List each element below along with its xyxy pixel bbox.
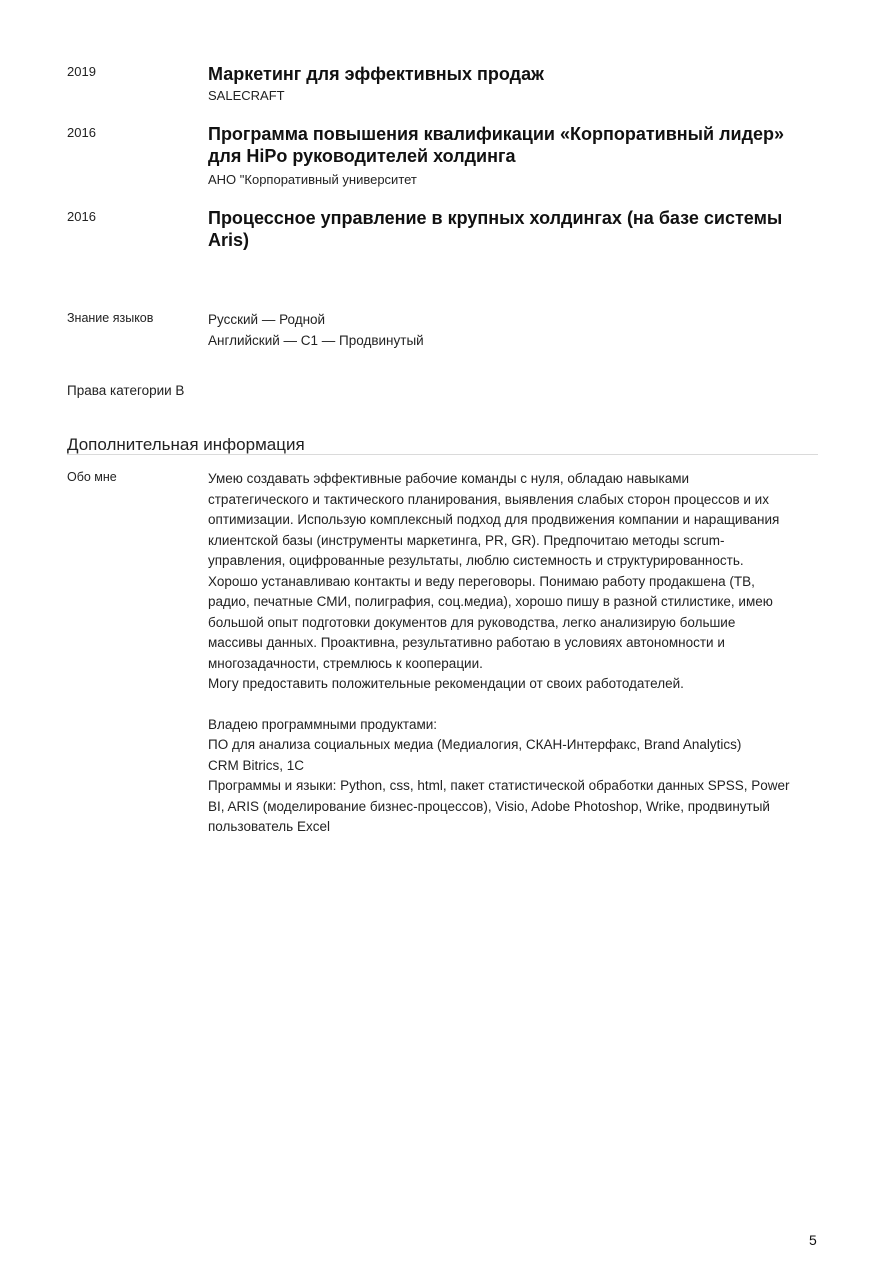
course-year: 2016	[67, 209, 96, 224]
course-title	[208, 123, 823, 167]
language-item: Русский — Родной	[208, 312, 326, 327]
section-title: Дополнительная информация	[67, 435, 305, 454]
about-label: Обо мне	[67, 470, 117, 484]
about-line: многозадачности, стремлюсь к кооперации.	[208, 655, 483, 671]
software-line: BI, ARIS (моделирование бизнес-процессов), Visio, Adobe Photoshop, Wrike, продвинутый	[208, 798, 770, 814]
about-line: Умею создавать эффективные рабочие команды с нуля, обладаю навыками	[208, 471, 690, 486]
software-paragraph	[208, 715, 823, 838]
languages-label: Знание языков	[67, 311, 154, 325]
language-item: Английский — C1 — Продвинутый	[208, 333, 424, 348]
course-title-line: Программа повышения квалификации «Корпоративный лидер»	[208, 124, 785, 144]
course-title	[208, 207, 823, 251]
about-line: большой опыт подготовки документов для руководства, легко анализирую большие	[208, 614, 736, 630]
paragraph-gap	[208, 695, 823, 715]
about-line: массивы данных. Проактивна, результативно работаю в условиях автономности и	[208, 635, 725, 650]
about-paragraph	[208, 469, 823, 695]
course-title-line: Aris)	[208, 230, 250, 250]
software-line: пользователь Excel	[208, 819, 330, 834]
course-organization: SALECRAFT	[208, 88, 285, 103]
about-text	[208, 469, 823, 838]
about-line: Могу предоставить положительные рекомендации от своих работодателей.	[208, 676, 684, 691]
course-organization: АНО "Корпоративный университет	[208, 172, 417, 187]
software-line: ПО для анализа социальных медиа (Медиалогия, СКАН-Интерфакс, Brand Analytics)	[208, 737, 742, 752]
driving-license: Права категории B	[67, 383, 185, 398]
course-title-line: Процессное управление в крупных холдингах (на базе системы	[208, 208, 783, 228]
section-divider	[67, 454, 818, 455]
software-line: Программы и языки: Python, css, html, пакет статистической обработки данных SPSS, Power	[208, 778, 790, 793]
course-year: 2016	[67, 125, 96, 140]
course-title-line: Маркетинг для эффективных продаж	[208, 64, 544, 84]
about-line: оптимизации. Использую комплексный подход для продвижения компании и наращивания	[208, 512, 780, 527]
page-number: 5	[809, 1232, 817, 1248]
about-line: клиентской базы (инструменты маркетинга, PR, GR). Предпочитаю методы scrum-	[208, 532, 725, 548]
about-line: радио, печатные СМИ, полиграфия, соц.медиа), хорошо пишу в разной стилистике, имею	[208, 594, 773, 609]
software-line: Владею программными продуктами:	[208, 716, 438, 732]
course-title-line: для HiPo руководителей холдинга	[208, 146, 516, 166]
course-title	[208, 63, 823, 85]
course-year: 2019	[67, 64, 96, 79]
software-line: CRM Bitrics, 1C	[208, 757, 305, 773]
about-line: Хорошо устанавливаю контакты и веду переговоры. Понимаю работу продакшена (ТВ,	[208, 573, 755, 589]
about-line: управления, оцифрованные результаты, люблю системность и структурированность.	[208, 553, 744, 568]
about-line: стратегического и тактического планирования, выявления слабых сторон процессов и их	[208, 491, 769, 507]
